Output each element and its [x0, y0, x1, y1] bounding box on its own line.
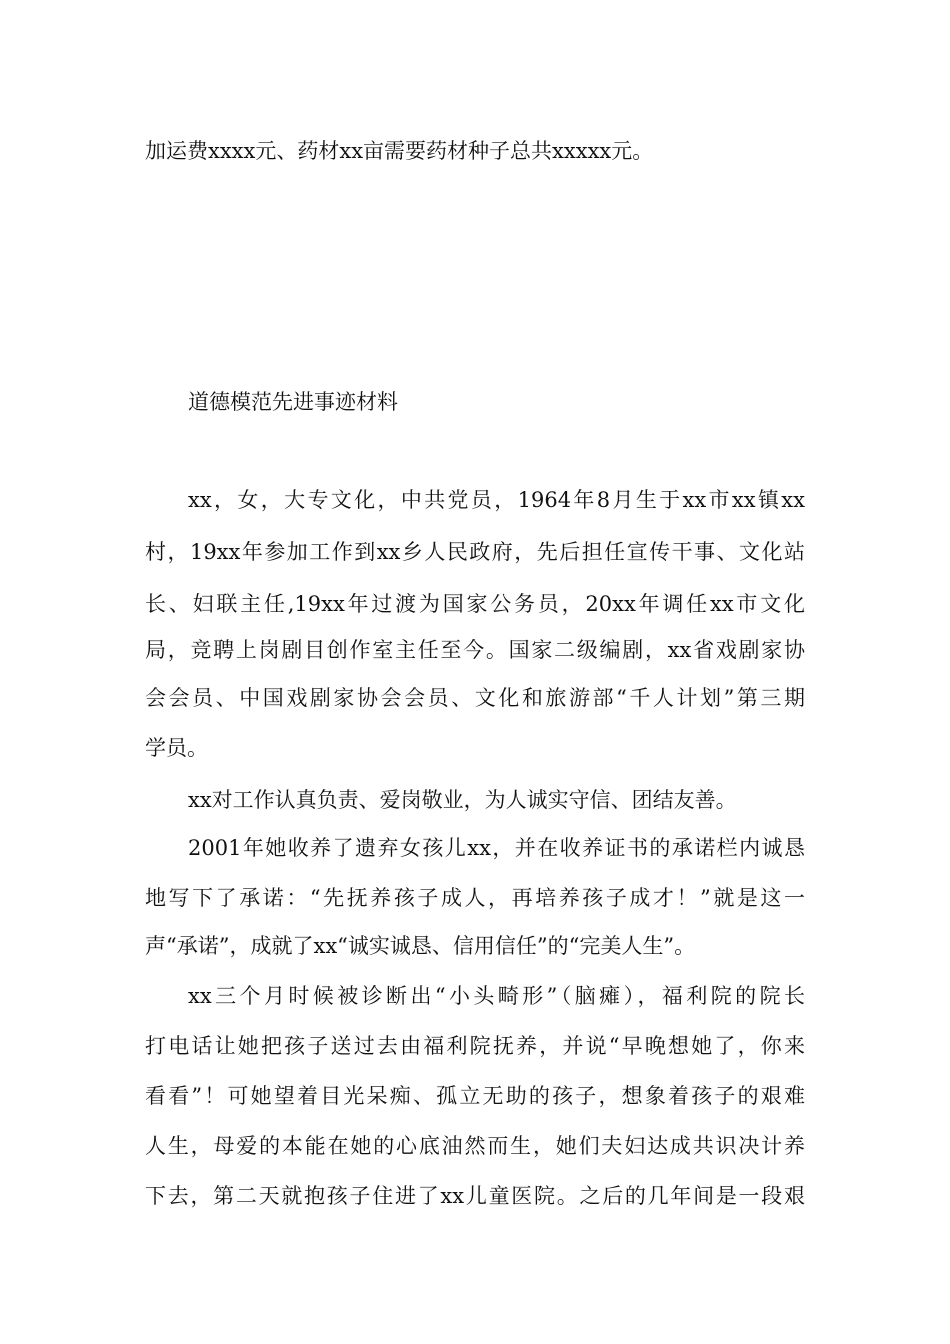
paragraph-line: 下去，第二天就抱孩子住进了xx儿童医院。之后的几年间是一段艰 [145, 1184, 805, 1208]
paragraph-line: 人生，母爱的本能在她的心底油然而生，她们夫妇达成共识决计养 [145, 1134, 805, 1158]
paragraph-line: xx对工作认真负责、爱岗敬业，为人诚实守信、团结友善。 [188, 788, 737, 812]
paragraph-line: 声“承诺”，成就了xx“诚实诚恳、信用信任”的“完美人生”。 [145, 934, 696, 958]
paragraph-line: 看看”！可她望着目光呆痴、孤立无助的孩子，想象着孩子的艰难 [145, 1084, 805, 1108]
paragraph-line: xx，女，大专文化，中共党员，1964年8月生于xx市xx镇xx [188, 488, 805, 512]
paragraph-line: 局，竞聘上岗剧目创作室主任至今。国家二级编剧，xx省戏剧家协 [145, 638, 805, 662]
paragraph-line: 打电话让她把孩子送过去由福利院抚养，并说“早晚想她了，你来 [145, 1034, 805, 1058]
paragraph-line: 长、妇联主任,19xx年过渡为国家公务员，20xx年调任xx市文化 [145, 592, 805, 616]
paragraph-line: 村，19xx年参加工作到xx乡人民政府，先后担任宣传干事、文化站 [145, 540, 805, 564]
carryover-line: 加运费xxxx元、药材xx亩需要药材种子总共xxxxx元。 [145, 139, 654, 163]
paragraph-line: 学员。 [145, 736, 208, 760]
paragraph-line: xx三个月时候被诊断出“小头畸形”（脑瘫），福利院的院长 [188, 984, 805, 1008]
paragraph-line: 地写下了承诺：“先抚养孩子成人，再培养孩子成才！”就是这一 [145, 886, 805, 910]
document-title: 道德模范先进事迹材料 [188, 390, 398, 414]
paragraph-line: 会会员、中国戏剧家协会会员、文化和旅游部“千人计划”第三期 [145, 686, 805, 710]
paragraph-line: 2001年她收养了遗弃女孩儿xx，并在收养证书的承诺栏内诚恳 [188, 836, 805, 860]
